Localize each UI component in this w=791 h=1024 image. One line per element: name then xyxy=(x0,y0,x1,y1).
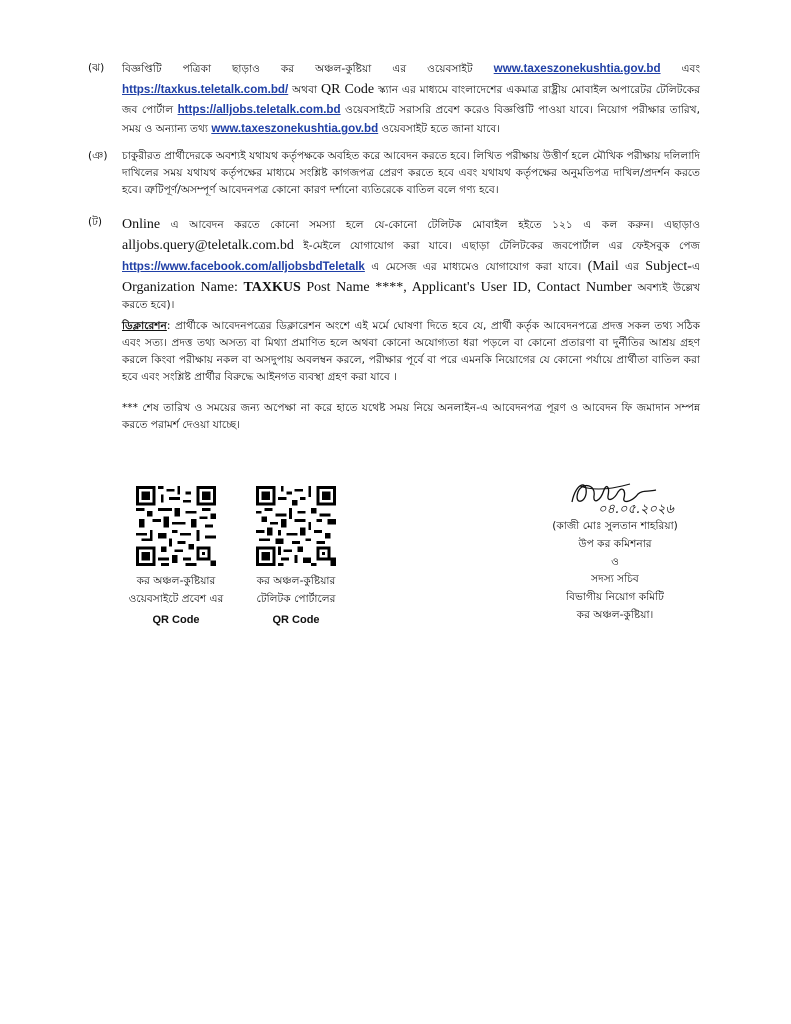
email-address[interactable]: alljobs.query@teletalk.com.bd xyxy=(122,238,294,253)
item-number: (ট) xyxy=(88,216,103,228)
qr-caption-line1: কর অঞ্চল-কুষ্টিয়ার xyxy=(256,575,336,587)
signatory-name: (কাজী মোঃ সুলতান শাহরিয়া) xyxy=(552,520,678,532)
taxkus-teletalk-link[interactable]: https://taxkus.teletalk.com.bd/ xyxy=(122,82,289,96)
signatory-committee: বিভাগীয় নিয়োগ কমিটি xyxy=(566,591,664,604)
qr-caption-line2: ওয়েবসাইটে প্রবেশ এর xyxy=(128,593,224,605)
item-text: বিজ্ঞপ্তিটি পত্রিকা ছাড়াও কর অঞ্চল-কুষ্টিয়া এর ওয়েবসাইট www.taxeszonekushtia.gov.bd এবং https://taxkus.teletalk.com.bd/ অথবা QR Code স্ক্যান এর মাধ্যমে বাংলাদেশের একমাত্র রাষ্ট্রীয় মোবাইল অপারেটর টেলিটকের জব পোর্টাল https://alljobs.teletalk.com.bd ওয়েবসাইটে সরাসরি প্রবেশ করেও বিজ্ঞপ্তিটি পাওয়া যাবে। নিয়োগ পরীক্ষার তারিখ, সময় ও অন্যান্য তথ্য www.taxeszonekushtia.gov.bd ওয়েবসাইট হতে জানা যাবে। xyxy=(122,62,701,136)
item-ta xyxy=(88,214,700,314)
signatory-office: কর অঞ্চল-কুষ্টিয়া। xyxy=(576,608,654,621)
signatory-designation: উপ কর কমিশনার xyxy=(578,537,652,550)
qr-teletalk-block xyxy=(226,486,366,630)
item-number: (ঞ) xyxy=(88,150,108,162)
facebook-link[interactable]: https://www.facebook.com/alljobsbdTeletalk xyxy=(122,260,365,273)
item-jha xyxy=(88,60,700,139)
item-ya xyxy=(88,148,700,199)
qr-code-label: QR Code xyxy=(272,614,320,626)
deadline-note: *** শেষ তারিখ ও সময়ের জন্য অপেক্ষা না করে হাতে যথেষ্ট সময় নিয়ে অনলাইন-এ আবেদনপত্র পূরণ ও আবেদন ফি জমাদান সম্পন্ন করতে পরামর্শ দেওয়া যাচ্ছে। xyxy=(122,402,700,432)
alljobs-link[interactable]: https://alljobs.teletalk.com.bd xyxy=(177,103,341,117)
item-number: (ঝ) xyxy=(88,62,105,74)
qr-code-teletalk-icon[interactable] xyxy=(256,486,336,566)
qr-code-label: QR Code xyxy=(152,614,200,626)
signature-date: ০৪.০৫.২০২৬ xyxy=(598,502,674,517)
qr-code-website-icon[interactable] xyxy=(136,486,216,566)
website-link[interactable]: www.taxeszonekushtia.gov.bd xyxy=(493,62,661,75)
item-text: Online এ আবেদন করতে কোনো সমস্যা হলে যে-কোনো টেলিটক মোবাইল হইতে ১২১ এ কল করুন। এছাড়াও alljobs.query@teletalk.com.bd ই-মেইলে যোগাযোগ করা যাবে। এছাড়া টেলিটকের জবপোর্টাল এর ফেইসবুক পেজ https://www.facebook.com/alljobsbdTeletalk এ মেসেজ এর মাধ্যমেও যোগাযোগ করা যাবে। (Mail এর Subject-এ Organization Name: TAXKUS Post Name ****, Applicant's User ID, Contact Number অবশ্যই উল্লেখ করতে হবে)। xyxy=(122,217,700,311)
website-link-2[interactable]: www.taxeszonekushtia.gov.bd xyxy=(211,122,379,136)
qr-website-block xyxy=(106,486,246,630)
qr-caption-line2: টেলিটক পোর্টালের xyxy=(256,593,336,605)
qr-caption-line1: কর অঞ্চল-কুষ্টিয়ার xyxy=(136,575,216,587)
declaration-label: ডিক্লারেশন xyxy=(122,320,167,332)
signatory-and: ও xyxy=(611,555,619,568)
declaration-paragraph: ডিক্লারেশন: প্রার্থীকে আবেদনপত্রের ডিক্লারেশন অংশে এই মর্মে ঘোষণা দিতে হবে যে, প্রার্থী কর্তৃক আবেদনপত্রে প্রদত্ত সকল তথ্য সঠিক এবং সত্য। প্রদত্ত তথ্য অসত্য বা মিথ্যা প্রমাণিত হলে অথবা কোনো অযোগ্যতা ধরা পড়লে বা কোনো প্রতারণা বা দুর্নীতির আশ্রয় গ্রহণ করলে কিংবা পরীক্ষায় নকল বা অসদুপায় অবলম্বন করলে, পরীক্ষার পূর্বে বা পরে এমনকি নিয়োগের যে কোনো পর্যায়ে প্রার্থীতা বাতিল করা হবে এবং সংশ্লিষ্ট প্রার্থীর বিরুদ্ধে আইনগত ব্যবস্থা গ্রহণ করা যাবে । xyxy=(122,320,700,384)
item-text: চাকুরীরত প্রার্থীদেরকে অবশ্যই যথাযথ কর্তৃপক্ষকে অবহিত করে আবেদন করতে হবে। লিখিত পরীক্ষায় উত্তীর্ণ হলে মৌখিক পরীক্ষায় দলিলাদি দাখিলের সময় যথাযথ কর্তৃপক্ষের মাধ্যমে সংশ্লিষ্ট কাগজপত্র প্রেরণ করতে হবে এবং যথাযথ কর্তৃপক্ষের অনুমতিপত্র দাখিল/প্রদর্শন করতে হবে। ত্রুটিপূর্ণ/অসম্পূর্ণ আবেদনপত্র কোনো কারণ দর্শানো ব্যতিরেকে বাতিল বলে গণ্য হবে। xyxy=(122,150,700,197)
signatory-role: সদস্য সচিব xyxy=(591,573,639,586)
signature-block xyxy=(530,518,700,625)
